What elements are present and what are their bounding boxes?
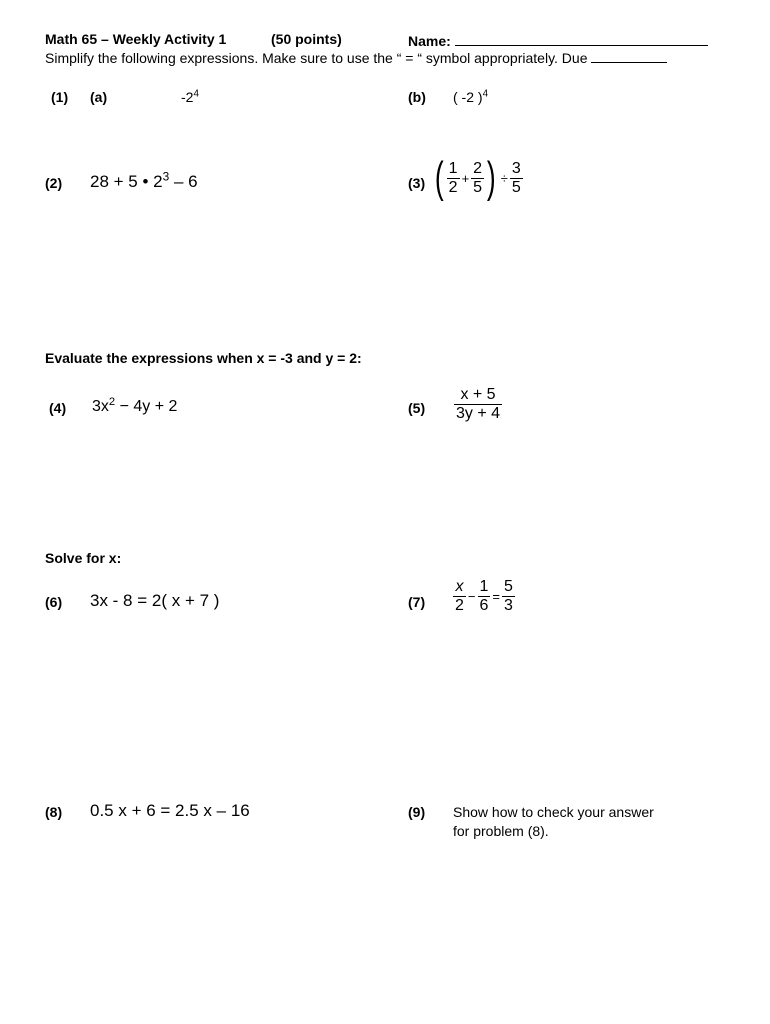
section-solve-heading: Solve for x:	[45, 550, 122, 566]
problem-8-number: (8)	[45, 804, 63, 820]
problem-4-number: (4)	[49, 400, 67, 416]
problem-6-number: (6)	[45, 594, 63, 610]
worksheet-title	[45, 31, 226, 47]
problem-4-expression: $3x^2 - 4y + 2$	[92, 395, 178, 415]
fraction: $\frac{2}{5}$	[473, 159, 483, 196]
fraction: $\frac{3}{5}$	[511, 159, 521, 196]
name-blank	[455, 31, 708, 46]
problem-5-number: (5)	[408, 400, 426, 416]
problem-2-expression: 28 + 5 • $2^3 - 6$	[90, 169, 198, 191]
problem-1b-expression: ( -2 )$^4$	[453, 88, 489, 105]
problem-1a-expression: $-2^4$	[181, 88, 199, 105]
problem-7-expression: $\frac{x}{2}$ − $\frac{1}{6}$ = $\frac{5}{3}$	[455, 578, 513, 614]
due-blank	[591, 48, 667, 63]
title-text: Math 65 – Weekly Activity 1	[45, 31, 227, 47]
fraction: $\frac{x + 5}{3y + 4}$	[456, 386, 501, 422]
fraction: $\frac{1}{2}$	[448, 159, 458, 196]
section-evaluate-heading: Evaluate the expressions when x = -3 and y = 2:	[45, 350, 362, 366]
fraction: $\frac{x}{2}$	[455, 578, 464, 614]
left-paren: (	[434, 153, 444, 202]
problem-7-number: (7)	[408, 594, 426, 610]
problem-1a-label: (a)	[90, 89, 108, 105]
problem-6-expression: 3x - 8 = 2( x + 7 )	[90, 591, 220, 610]
problem-2-number: (2)	[45, 175, 63, 191]
name-label: Name:	[408, 31, 708, 49]
points-label: (50 points)	[271, 31, 342, 47]
problem-5-expression	[454, 386, 502, 422]
right-paren: )	[486, 153, 496, 202]
problem-1b-label: (b)	[408, 89, 426, 105]
instructions: Simplify the following expressions. Make sure to use the “ = “ symbol appropriately. Due	[45, 48, 667, 66]
problem-3-expression: ( $\frac{1}{2}$ + $\frac{2}{5}$ ) ÷ $\frac{3}{5}$	[434, 153, 521, 202]
problem-8-expression: 0.5 x + 6 = 2.5 x – 16	[90, 801, 250, 820]
fraction: $\frac{5}{3}$	[504, 578, 513, 614]
fraction: $\frac{1}{6}$	[479, 578, 489, 614]
problem-1-number: (1)	[51, 89, 69, 105]
problem-9-text: Show how to check your answer for problem (8).	[453, 804, 654, 839]
problem-9-number: (9)	[408, 804, 426, 820]
problem-3-number: (3)	[408, 175, 426, 191]
